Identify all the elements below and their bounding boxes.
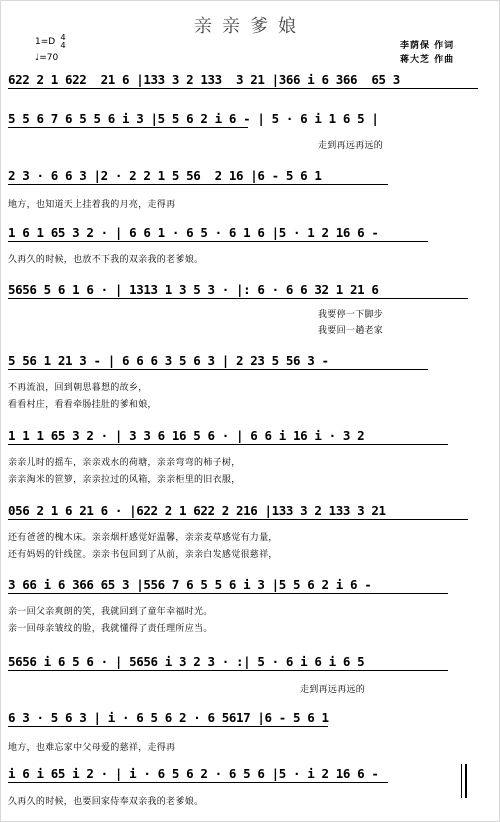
notation-line-1: 622 2 1 622 21 6 |133 3 2 133 3 21 |366 i 6 366 65 3 [8, 72, 400, 87]
time-top: 4 [60, 33, 66, 42]
lyric-line-2: 地方，也知道天上挂着我的月亮，走得再 [8, 200, 176, 210]
beam-line-8 [8, 519, 468, 520]
beam-line-6 [8, 369, 428, 370]
lyric-line-13: 亲一回母亲皱纹的脸，我就懂得了责任理所应当。 [8, 624, 213, 634]
key-label: 1=D [35, 37, 56, 47]
composer-credit: 蒋大芝 作曲 [400, 55, 455, 65]
lyricist-credit: 李荫保 作词 [400, 41, 455, 51]
lyric-line-16: 久再久的时候，也要回家侍奉双亲我的老爹娘。 [8, 797, 204, 807]
beam-line-5 [8, 298, 468, 299]
tempo-mark: ♩=70 [35, 53, 59, 63]
notation-line-11: 6 3 · 5 6 3 | i · 6 5 6 2 · 6 5617 |6 - 5 6 1 [8, 710, 329, 725]
song-title: 亲亲爹娘 [194, 16, 306, 37]
time-bottom: 4 [60, 41, 66, 50]
time-signature [58, 34, 68, 50]
beam-line-10 [8, 670, 448, 671]
key-signature [35, 33, 66, 50]
lyric-line-8: 亲亲儿时的摇车，亲亲戏水的荷塘，亲亲弯弯的柿子树， [8, 458, 241, 468]
lyric-line-5: 我要回一趟老家 [318, 326, 384, 336]
notation-line-5: 5656 5 6 1 6 · | 1313 1 3 5 3 · |: 6 · 6 6 32 1 21 6 [8, 282, 379, 297]
final-barline-thick [465, 764, 467, 798]
lyric-line-1: 走到再远再远的 [318, 141, 384, 151]
beam-line-7 [8, 444, 448, 445]
beam-line-9 [8, 593, 448, 594]
lyric-line-7: 看看村庄，看看牵肠挂肚的爹和娘， [8, 400, 157, 410]
lyric-line-4: 我要停一下脚步 [318, 310, 384, 320]
lyric-line-11: 还有妈妈的针线筐。亲亲书包回到了从前，亲亲白发感觉很慈祥， [8, 550, 278, 560]
beam-line-3 [8, 184, 388, 185]
notation-line-6: 5 56 1 21 3 - | 6 6 6 3 5 6 3 | 2 23 5 56 3 - [8, 353, 329, 368]
lyric-line-14: 走到再远再远的 [300, 685, 366, 695]
notation-line-4: 1 6 1 65 3 2 · | 6 6 1 · 6 5 · 6 1 6 |5 · 1 2 16 6 - [8, 225, 379, 240]
beam-line-2 [8, 127, 248, 128]
lyric-line-10: 还有爸爸的槐木床。亲亲烟杆感觉好温馨，亲亲麦草感觉有力量， [8, 533, 278, 543]
beam-line-12 [8, 782, 388, 783]
final-barline-thin [461, 764, 462, 798]
notation-line-2: 5 5 6 7 6 5 5 6 i 3 |5 5 6 2 i 6 - | 5 · 6 i 1 6 5 | [8, 111, 379, 126]
beam-line-4 [8, 241, 428, 242]
notation-line-10: 5656 i 6 5 6 · | 5656 i 3 2 3 · :| 5 · 6 i 6 i 6 5 [8, 654, 365, 669]
notation-line-7: 1 1 1 65 3 2 · | 3 3 6 16 5 6 · | 6 6 i 16 i · 3 2 [8, 428, 365, 443]
notation-line-12: i 6 i 65 i 2 · | i · 6 5 6 2 · 6 5 6 |5 · i 2 16 6 - [8, 766, 379, 781]
notation-line-9: 3 66 i 6 366 65 3 |556 7 6 5 5 6 i 3 |5 5 6 2 i 6 - [8, 577, 372, 592]
beam-line-1 [8, 88, 478, 89]
lyric-line-15: 地方，也难忘家中父母爱的慈祥，走得再 [8, 743, 176, 753]
lyric-line-3: 久再久的时候，也放不下我的双亲我的老爹娘。 [8, 255, 204, 265]
notation-line-3: 2 3 · 6 6 3 |2 · 2 2 1 5 56 2 16 |6 - 5 6 1 [8, 168, 322, 183]
beam-line-11 [8, 726, 328, 727]
lyric-line-9: 亲亲淘米的笸箩，亲亲拉过的风箱，亲亲柜里的旧衣服， [8, 475, 241, 485]
notation-line-8: 056 2 1 6 21 6 · |622 2 1 622 2 216 |133 3 2 133 3 21 [8, 503, 386, 518]
lyric-line-6: 不再流浪，回到朝思暮想的故乡， [8, 383, 148, 393]
lyric-line-12: 亲一回父亲爽朗的笑，我就回到了童年幸福时光。 [8, 607, 213, 617]
